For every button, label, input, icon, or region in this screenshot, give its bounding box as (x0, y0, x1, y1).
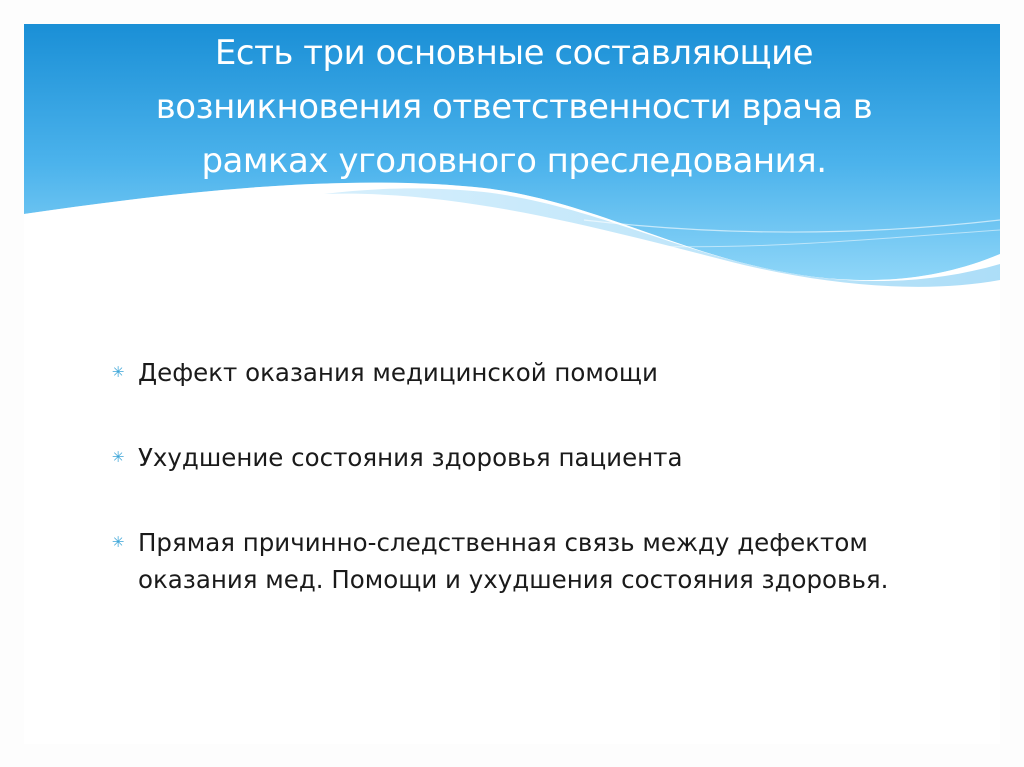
asterisk-bullet-icon: ✳ (111, 448, 125, 466)
bullet-list (108, 354, 928, 646)
bullet-text: Прямая причинно-следственная связь между дефектом оказания мед. Помощи и ухудшения состояния здоровья. (138, 528, 889, 594)
slide-title: Есть три основные составляющие возникновения ответственности врача в рамках уголовного преследования. (155, 33, 873, 181)
bullet-text: Ухудшение состояния здоровья пациента (138, 443, 683, 472)
bullet-text: Дефект оказания медицинской помощи (138, 358, 658, 387)
list-item (108, 439, 928, 476)
asterisk-bullet-icon: ✳ (111, 533, 125, 551)
asterisk-bullet-icon: ✳ (111, 363, 125, 381)
list-item (108, 354, 928, 391)
list-item (108, 524, 928, 598)
slide (24, 24, 1000, 744)
